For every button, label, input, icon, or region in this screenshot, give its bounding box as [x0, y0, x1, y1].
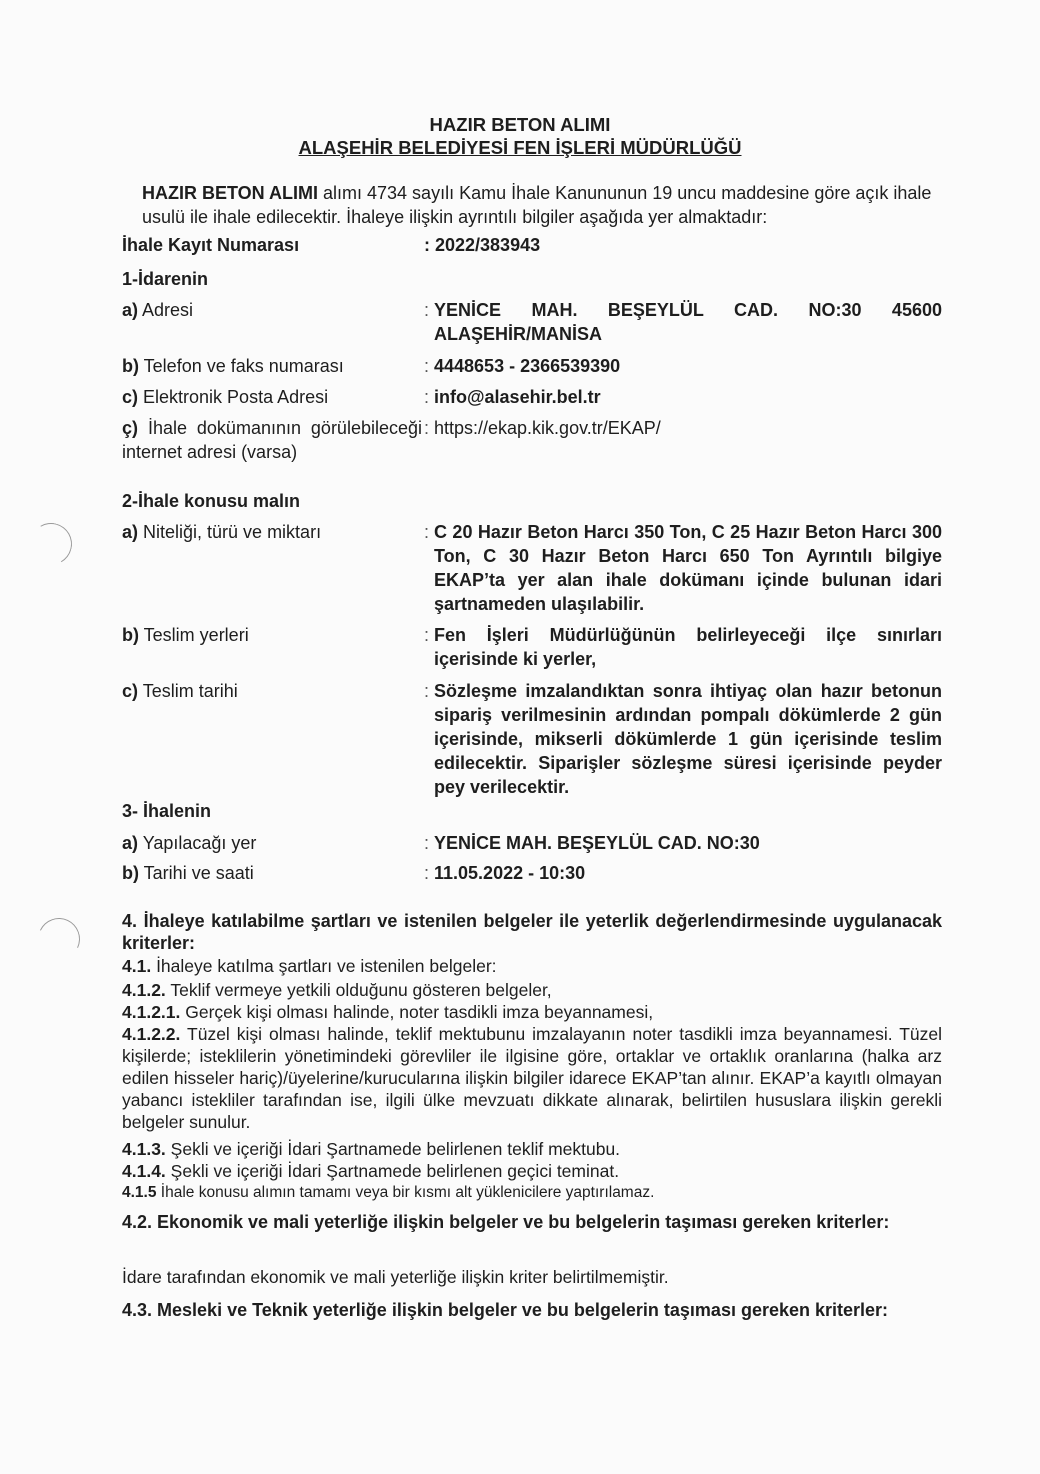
- teslimyer-prefix: b): [122, 625, 139, 645]
- tarih-label-text: Tarihi ve saati: [139, 863, 254, 883]
- heading-4-2: 4.2. Ekonomik ve mali yeterliğe ilişkin belgeler ve bu belgelerin taşıması gereken kriterler:: [122, 1212, 890, 1232]
- yer-prefix: a): [122, 833, 139, 853]
- tel-prefix: b): [122, 356, 139, 376]
- item-4-1-3: [122, 1138, 942, 1160]
- nitelik-value: C 20 Hazır Beton Harcı 350 Ton, C 25 Hazır Beton Harcı 300 Ton, C 30 Hazır Beton Harcı 650 Ton Ayrıntılı bilgiye EKAP’ta yer alan ihale dokümanı içinde bulunan idari şartnameden ulaşılabilir.: [434, 522, 942, 614]
- item-4-1-4: [122, 1160, 942, 1182]
- heading-4: 4. İhaleye katılabilme şartları ve istenilen belgeler ile yeterlik değerlendirmesinde uygulanacak kriterler:: [122, 911, 942, 953]
- item-4-1-2-1: [122, 1001, 942, 1023]
- item-4-1-5-num: 4.1.5: [122, 1184, 157, 1201]
- dokuman-prefix: ç): [122, 418, 139, 438]
- teslimtarih-colon: :: [424, 681, 430, 701]
- item-4-1-4-text: Şekli ve içeriği İdari Şartnamede belirlenen geçici teminat.: [165, 1161, 620, 1181]
- item-4-1-3-text: Şekli ve içeriği İdari Şartnamede belirlenen teklif mektubu.: [165, 1139, 621, 1159]
- document-subtitle: ALAŞEHİR BELEDİYESİ FEN İŞLERİ MÜDÜRLÜĞÜ: [298, 137, 742, 158]
- item-4-1-2-2-num: 4.1.2.2.: [122, 1024, 181, 1044]
- tarih-prefix: b): [122, 863, 139, 883]
- item-4-1-5: [122, 1182, 942, 1204]
- teslimyer-colon: :: [424, 625, 430, 645]
- dokuman-label: [122, 416, 422, 464]
- item-4-1-2-2: [122, 1023, 942, 1133]
- item-4-1-2-num: 4.1.2.: [122, 980, 166, 1000]
- teslimyer-label: [122, 623, 422, 647]
- item-4-1-2-2-text: Tüzel kişi olması halinde, teklif mektubunu imzalayanın noter tasdikli imza beyannamesi. Tüzel kişilerde; isteklilerin yönetimindeki görevliler ile ilgisine göre, ortaklar ve ortaklık oranlarına (halka arz edilen hisseler hariç)/üyelerine/kurucularına ilişkin bilgiler idarece EKAP’tan alınır. EKAP’a kayıtlı olmayan yabancı istekliler tarafından ise, ilgili ülke mevzuatı dikkate alınarak, belirtilen hususlara ilişkin gerekli belgeler sunulur.: [122, 1024, 942, 1132]
- tel-value: 4448653 - 2366539390: [434, 356, 621, 376]
- document-title: HAZIR BETON ALIMI: [429, 114, 611, 135]
- yer-colon: :: [424, 833, 430, 853]
- adres-label: [122, 298, 422, 322]
- teslimtarih-prefix: c): [122, 681, 139, 701]
- item-4-1-3-num: 4.1.3.: [122, 1139, 166, 1159]
- heading-4-3: 4.3. Mesleki ve Teknik yeterliğe ilişkin belgeler ve bu belgelerin taşıması gereken kriterler:: [122, 1300, 889, 1320]
- yer-label: [122, 831, 422, 855]
- item-4-1: [122, 955, 942, 977]
- teslimtarih-value: Sözleşme imzalandıktan sonra ihtiyaç olan hazır betonun sipariş verilmesinin ardından pompalı dökümlerde 2 gün içerisinde, mikserli dökümlerde 1 gün içerisinde teslim edilecektir. Siparişler sözleşme süresi içerisinde peyder pey verilecektir.: [434, 681, 942, 797]
- adres-prefix: a): [122, 300, 139, 320]
- eposta-label: [122, 385, 422, 409]
- kayit-label: İhale Kayıt Numarası: [122, 235, 300, 255]
- item-4-1-2-text: Teklif vermeye yetkili olduğunu gösteren belgeler,: [165, 980, 552, 1000]
- dokuman-label-text: İhale dokümanının görülebileceği internet adresi (varsa): [122, 418, 422, 462]
- tel-colon: :: [424, 356, 430, 376]
- tel-label: [122, 354, 422, 378]
- eposta-value: info@alasehir.bel.tr: [434, 387, 601, 407]
- section-1-heading: 1-İdarenin: [122, 269, 209, 289]
- tel-label-text: Telefon ve faks numarası: [139, 356, 344, 376]
- adres-label-text: Adresi: [138, 300, 194, 320]
- item-4-1-5-text: İhale konusu alımın tamamı veya bir kısmı alt yüklenicilere yaptırılamaz.: [156, 1184, 655, 1201]
- item-4-1-2-1-num: 4.1.2.1.: [122, 1002, 181, 1022]
- dokuman-colon: :: [424, 418, 430, 438]
- tarih-colon: :: [424, 863, 430, 883]
- punch-hole-mark: [32, 912, 86, 966]
- teslimyer-value: Fen İşleri Müdürlüğünün belirleyeceği ilçe sınırları içerisinde ki yerler,: [434, 625, 942, 669]
- tarih-value: 11.05.2022 - 10:30: [434, 863, 586, 883]
- eposta-colon: :: [424, 387, 430, 407]
- yer-value: YENİCE MAH. BEŞEYLÜL CAD. NO:30: [434, 833, 760, 853]
- dokuman-value: https://ekap.kik.gov.tr/EKAP/: [434, 418, 661, 438]
- item-4-1-4-num: 4.1.4.: [122, 1161, 166, 1181]
- nitelik-label-text: Niteliği, türü ve miktarı: [138, 522, 322, 542]
- teslimtarih-label: [122, 679, 422, 703]
- eposta-prefix: c): [122, 387, 139, 407]
- section-3-heading: 3- İhalenin: [122, 801, 212, 821]
- item-4-1-text: İhaleye katılma şartları ve istenilen belgeler:: [151, 956, 497, 976]
- adres-value: YENİCE MAH. BEŞEYLÜL CAD. NO:30 45600 ALAŞEHİR/MANİSA: [434, 300, 942, 344]
- nitelik-prefix: a): [122, 522, 139, 542]
- item-4-1-num: 4.1.: [122, 956, 152, 976]
- teslimyer-label-text: Teslim yerleri: [139, 625, 249, 645]
- intro-bold: HAZIR BETON ALIMI: [142, 183, 318, 203]
- adres-colon: :: [424, 300, 430, 320]
- teslimtarih-label-text: Teslim tarihi: [138, 681, 238, 701]
- intro-paragraph: [142, 181, 942, 229]
- section-2-heading: 2-İhale konusu malın: [122, 491, 301, 511]
- intro-text: alımı 4734 sayılı Kamu İhale Kanununun 19 uncu maddesine göre açık ihale usulü ile ihale edilecektir. İhaleye ilişkin ayrıntılı bilgiler aşağıda yer almaktadır:: [142, 183, 932, 227]
- text-4-2: İdare tarafından ekonomik ve mali yeterliğe ilişkin kriter belirtilmemiştir.: [122, 1267, 669, 1287]
- nitelik-colon: :: [424, 522, 430, 542]
- item-4-1-2-1-text: Gerçek kişi olması halinde, noter tasdikli imza beyannamesi,: [180, 1002, 654, 1022]
- yer-label-text: Yapılacağı yer: [138, 833, 257, 853]
- punch-hole-mark: [25, 518, 76, 569]
- item-4-1-2: [122, 979, 942, 1001]
- nitelik-label: [122, 520, 422, 544]
- kayit-value: : 2022/383943: [424, 235, 541, 255]
- eposta-label-text: Elektronik Posta Adresi: [138, 387, 329, 407]
- tarih-label: [122, 861, 422, 885]
